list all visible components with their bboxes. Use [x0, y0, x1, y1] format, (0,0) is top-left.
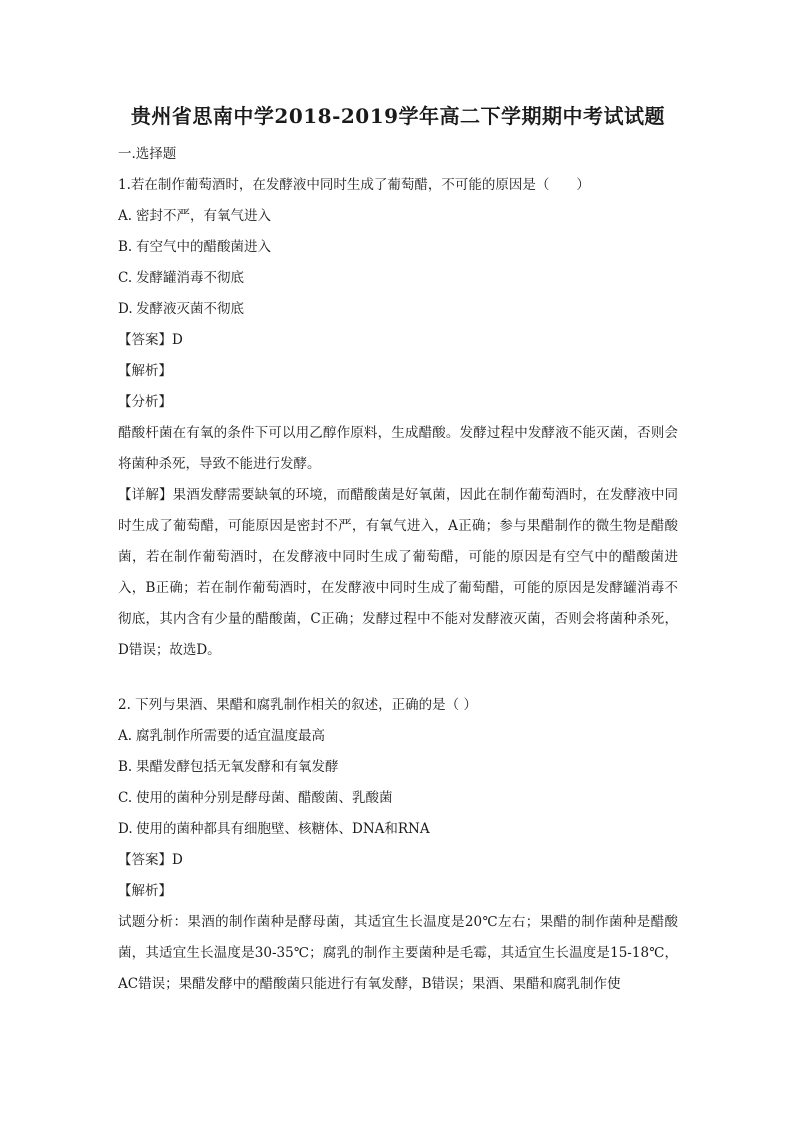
spacer	[118, 666, 678, 690]
question-2-stem: 2. 下列与果酒、果醋和腐乳制作相关的叙述，正确的是（ ）	[118, 697, 477, 713]
question-1-stem: 1.若在制作葡萄酒时，在发酵液中同时生成了葡萄醋，不可能的原因是（ ）	[118, 177, 590, 193]
document-page	[118, 100, 678, 1000]
question-2-option-a	[118, 721, 678, 752]
option-letter: D.	[118, 301, 133, 317]
option-letter: A.	[118, 728, 133, 744]
option-text: 有空气中的醋酸菌进入	[136, 239, 271, 255]
option-letter: B.	[118, 239, 133, 255]
question-1-option-b	[118, 232, 678, 263]
question-2-option-d	[118, 814, 678, 845]
question-1-fenxi-label: 【分析】	[118, 394, 172, 410]
question-1-option-c	[118, 263, 678, 294]
option-letter: B.	[118, 759, 133, 775]
option-text: 使用的菌种分别是酵母菌、醋酸菌、乳酸菌	[136, 790, 393, 806]
question-1-fenxi-text: 醋酸杆菌在有氧的条件下可以用乙醇作原料，生成醋酸。发酵过程中发酵液不能灭菌，否则会将菌种杀死，导致不能进行发酵。	[118, 425, 678, 472]
document-title: 贵州省思南中学2018-2019学年高二下学期期中考试试题	[130, 104, 666, 128]
option-text: 发酵液灭菌不彻底	[136, 301, 244, 317]
question-2-analysis-label: 【解析】	[118, 883, 172, 899]
option-letter: C.	[118, 790, 133, 806]
question-1-option-a	[118, 201, 678, 232]
option-text: 密封不严，有氧气进入	[136, 208, 271, 224]
section-heading: 一.选择题	[118, 146, 177, 162]
option-letter: D.	[118, 821, 133, 837]
option-text: 腐乳制作所需要的适宜温度最高	[136, 728, 325, 744]
option-letter: C.	[118, 270, 133, 286]
option-text: 果醋发酵包括无氧发酵和有氧发酵	[136, 759, 339, 775]
question-1-detail: 【详解】果酒发酵需要缺氧的环境，而醋酸菌是好氧菌，因此在制作葡萄酒时，在发酵液中同时生成了葡萄醋，可能原因是密封不严，有氧气进入，A正确；参与果醋制作的微生物是醋酸菌，若在制作葡萄酒时，在发酵液中同时生成了葡萄醋，可能的原因是有空气中的醋酸菌进入，B正确；若在制作葡萄酒时，在发酵液中同时生成了葡萄醋，可能的原因是发酵罐消毒不彻底，其内含有少量的醋酸菌，C正确；发酵过程中不能对发酵液灭菌，否则会将菌种杀死，D错误；故选D。	[118, 487, 678, 658]
question-1-option-d	[118, 294, 678, 325]
question-2-option-c	[118, 783, 678, 814]
option-text: 发酵罐消毒不彻底	[136, 270, 244, 286]
question-1-answer: 【答案】D	[118, 332, 183, 348]
option-text: 使用的菌种都具有细胞壁、核糖体、DNA和RNA	[136, 821, 430, 837]
question-2-answer: 【答案】D	[118, 852, 183, 868]
question-2-option-b	[118, 752, 678, 783]
question-1-analysis-label: 【解析】	[118, 363, 172, 379]
option-letter: A.	[118, 208, 133, 224]
question-2-analysis-text: 试题分析：果酒的制作菌种是酵母菌，其适宜生长温度是20℃左右；果醋的制作菌种是醋酸菌，其适宜生长温度是30-35℃；腐乳的制作主要菌种是毛霉，其适宜生长温度是15-18℃，AC错误；果醋发酵中的醋酸菌只能进行有氧发酵，B错误；果酒、果醋和腐乳制作使	[118, 914, 678, 992]
